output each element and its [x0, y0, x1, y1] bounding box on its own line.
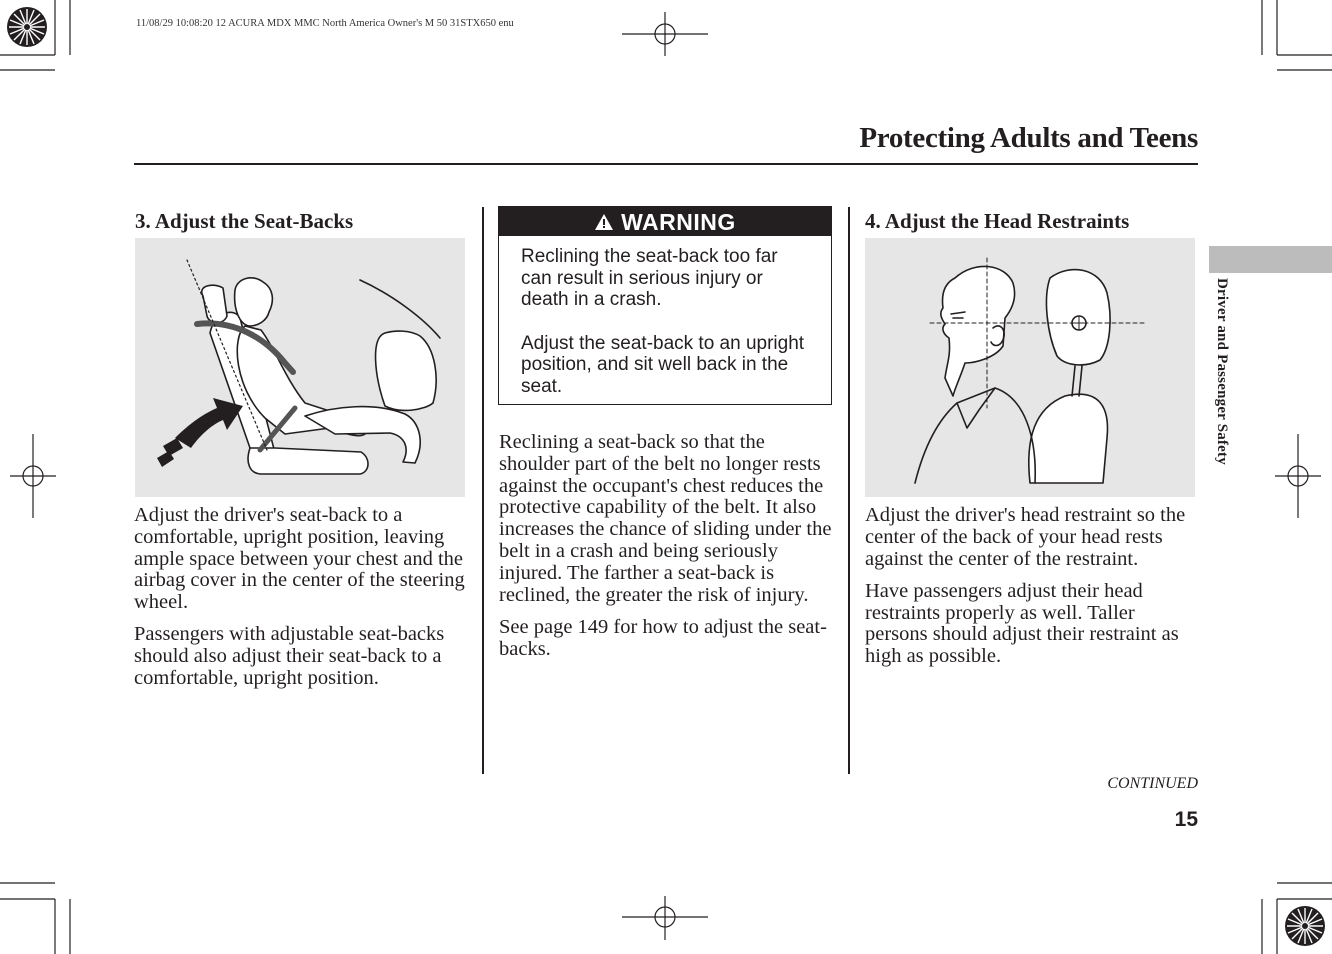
warning-label: WARNING [621, 209, 736, 235]
warning-triangle-icon [594, 213, 614, 231]
section-heading-head-restraints: 4. Adjust the Head Restraints [865, 209, 1130, 233]
paragraph: Adjust the driver's seat-back to a comfortable, upright position, leaving ample space between your chest and the airbag cover in the center of the steering wheel. [134, 504, 465, 614]
paragraph: Passengers with adjustable seat-backs should also adjust their seat-back to a comfortable, upright position. [134, 623, 445, 690]
head-restraint-illustration-icon [865, 238, 1195, 497]
seat-back-illustration [135, 238, 465, 497]
paragraph: Adjust the driver's head restraint so the center of the back of your head rests against the center of the restraint. [865, 504, 1186, 570]
column-divider [482, 207, 484, 774]
seat-back-instructions [134, 505, 469, 690]
page-number: 15 [1174, 808, 1198, 831]
chapter-tab-label: Driver and Passenger Safety [1214, 278, 1230, 465]
warning-box [498, 206, 832, 405]
head-restraint-instructions [865, 505, 1200, 668]
paragraph: See page 149 for how to adjust the seat-backs. [499, 615, 827, 660]
continued-label: CONTINUED [1107, 775, 1198, 792]
chapter-tab [1209, 246, 1332, 273]
seat-back-recline-illustration-icon [135, 238, 465, 497]
section-heading-seat-backs: 3. Adjust the Seat-Backs [135, 209, 354, 233]
head-restraint-illustration [865, 238, 1195, 497]
warning-banner [499, 207, 831, 236]
warning-paragraph: Adjust the seat-back to an upright position, and sit well back in the seat. [521, 332, 805, 397]
paragraph: Have passengers adjust their head restraints properly as well. Taller persons should adjust their restraint as high as possible. [865, 579, 1179, 668]
title-divider [134, 163, 1198, 165]
print-job-header: 11/08/29 10:08:20 12 ACURA MDX MMC North America Owner's M 50 31STX650 enu [136, 18, 514, 29]
warning-paragraph: Reclining the seat-back too far can result in serious injury or death in a crash. [521, 246, 778, 310]
column-divider [848, 207, 850, 774]
paragraph: Reclining a seat-back so that the shoulder part of the belt no longer rests against the occupant's chest reduces the protective capability of the belt. It also increases the chance of sliding under the belt in a crash and being seriously injured. The farther a seat-back is reclined, the greater the risk of injury. [499, 431, 832, 606]
page-title: Protecting Adults and Teens [859, 122, 1198, 154]
recline-explanation [499, 432, 834, 660]
